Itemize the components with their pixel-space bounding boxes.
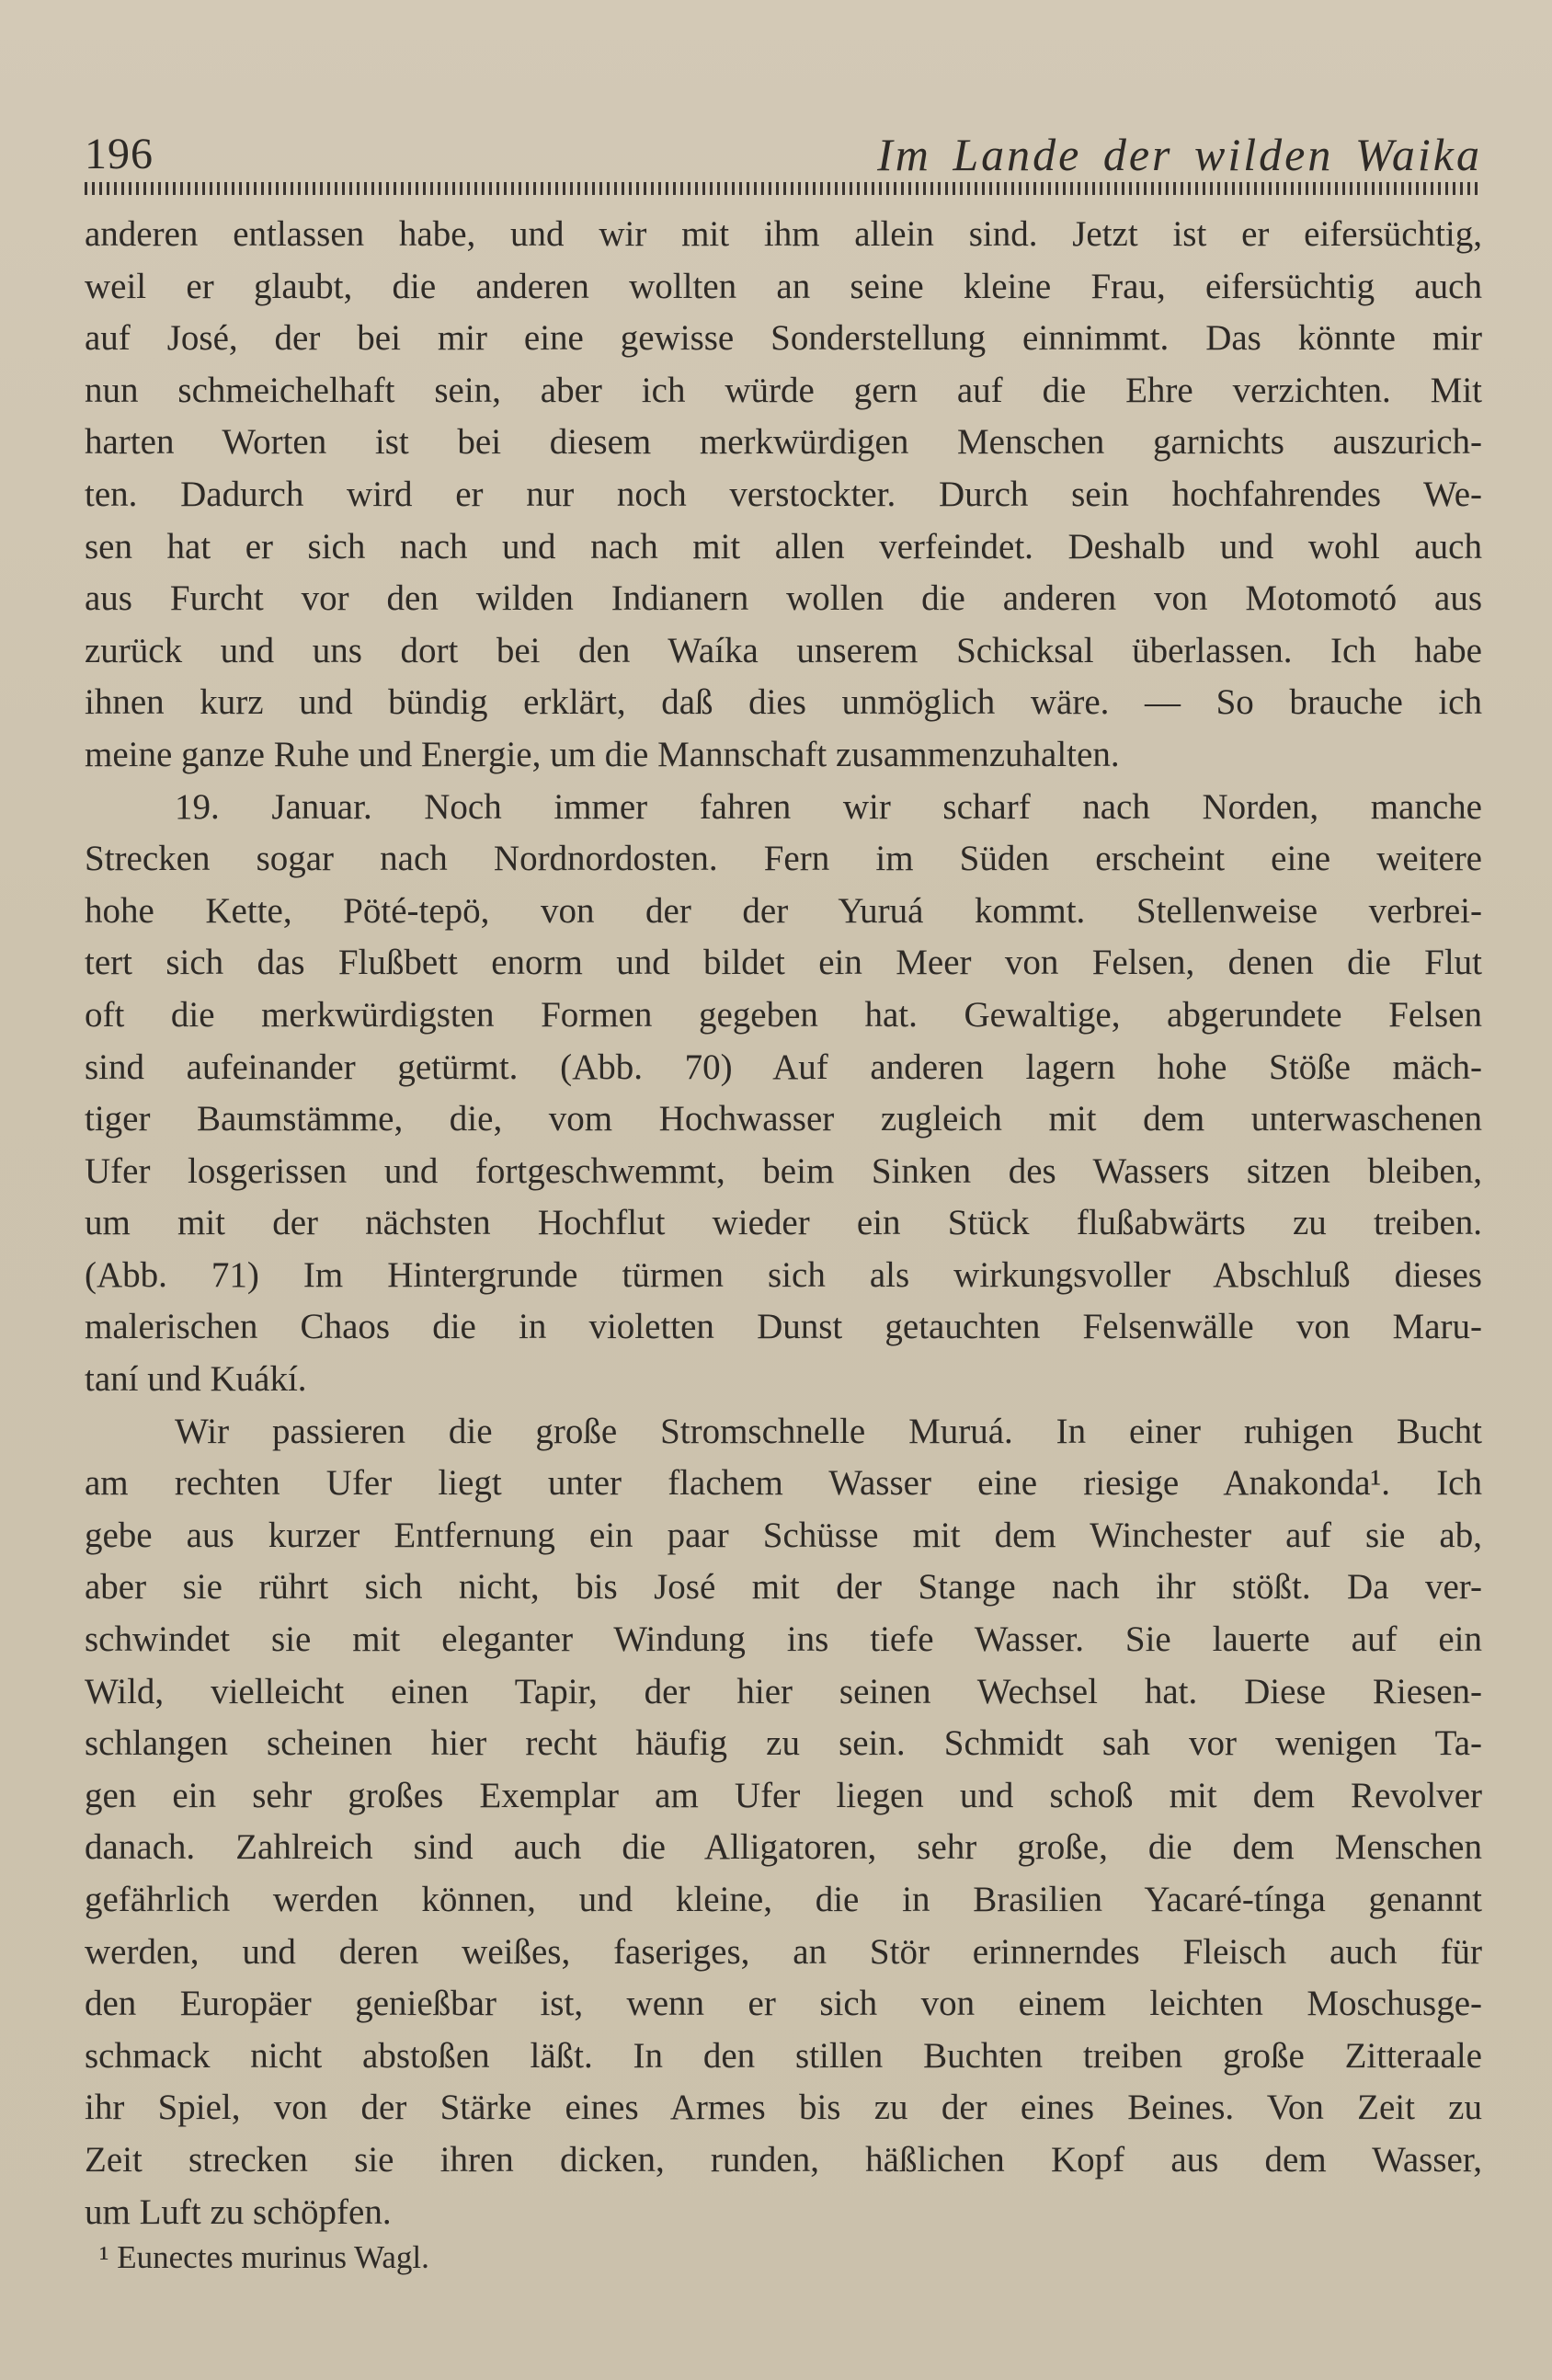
text-line: Ufer losgerissen und fortgeschwemmt, beim Sinken des Wassers sitzen bleiben, bbox=[85, 1150, 1482, 1191]
page-number: 196 bbox=[85, 130, 154, 178]
text-line: Strecken sogar nach Nordnordosten. Fern im Süden erscheint eine weitere bbox=[85, 839, 1482, 879]
text-line: aus Furcht vor den wilden Indianern wollen die anderen von Motomotó aus bbox=[85, 578, 1482, 619]
text-line: schwindet sie mit eleganter Windung ins tiefe Wasser. Sie lauerte auf ein bbox=[85, 1619, 1482, 1660]
text-line: anderen entlassen habe, und wir mit ihm allein sind. Jetzt ist er eifersüchtig, bbox=[85, 214, 1482, 254]
text-line: danach. Zahlreich sind auch die Alligatoren, sehr große, die dem Menschen bbox=[85, 1827, 1482, 1868]
text-line: um mit der nächsten Hochflut wieder ein Stück flußabwärts zu treiben. bbox=[85, 1203, 1482, 1243]
text-line: Wir passieren die große Stromschnelle Muruá. In einer ruhigen Bucht bbox=[175, 1411, 1482, 1451]
text-line: schlangen scheinen hier recht häufig zu sein. Schmidt sah vor wenigen Ta- bbox=[85, 1723, 1482, 1764]
text-line: nun schmeichelhaft sein, aber ich würde gern auf die Ehre verzichten. Mit bbox=[85, 370, 1482, 410]
text-line: Zeit strecken sie ihren dicken, runden, häßlichen Kopf aus dem Wasser, bbox=[85, 2139, 1482, 2180]
text-line: auf José, der bei mir eine gewisse Sonderstellung einnimmt. Das könnte mir bbox=[85, 318, 1482, 359]
running-head: Im Lande der wilden Waika bbox=[877, 129, 1482, 180]
text-line: werden, und deren weißes, faseriges, an Stör erinnerndes Fleisch auch für bbox=[85, 1931, 1482, 1972]
text-line: am rechten Ufer liegt unter flachem Wasser eine riesige Anakonda¹. Ich bbox=[85, 1463, 1482, 1504]
text-line: gefährlich werden können, und kleine, die in Brasilien Yacaré-tínga genannt bbox=[85, 1880, 1482, 1919]
text-line: zurück und uns dort bei den Waíka unserem Schicksal überlassen. Ich habe bbox=[85, 630, 1482, 670]
text-line: ihnen kurz und bündig erklärt, daß dies unmöglich wäre. — So brauche ich bbox=[85, 682, 1482, 723]
text-line: malerischen Chaos die in violetten Dunst getauchten Felsenwälle von Maru- bbox=[85, 1307, 1482, 1347]
text-line: sen hat er sich nach und nach mit allen verfeindet. Deshalb und wohl auch bbox=[85, 526, 1482, 566]
body-text bbox=[85, 209, 1482, 2238]
text-line: taní und Kuákí. bbox=[85, 1359, 307, 1400]
text-line: ten. Dadurch wird er nur noch verstockter. Durch sein hochfahrendes We- bbox=[85, 474, 1482, 514]
text-line: tert sich das Flußbett enorm und bildet ein Meer von Felsen, denen die Flut bbox=[85, 943, 1482, 983]
text-line: harten Worten ist bei diesem merkwürdigen Menschen garnichts auszurich- bbox=[85, 422, 1482, 463]
page-header bbox=[85, 127, 1482, 182]
text-line: tiger Baumstämme, die, vom Hochwasser zugleich mit dem unterwaschenen bbox=[85, 1099, 1482, 1139]
text-line: um Luft zu schöpfen. bbox=[85, 2191, 392, 2232]
text-line: den Europäer genießbar ist, wenn er sich von einem leichten Moschusge- bbox=[85, 1984, 1482, 2024]
text-line: gebe aus kurzer Entfernung ein paar Schüsse mit dem Winchester auf sie ab, bbox=[85, 1515, 1482, 1555]
text-line: sind aufeinander getürmt. (Abb. 70) Auf anderen lagern hohe Stöße mäch- bbox=[85, 1047, 1482, 1087]
text-line: aber sie rührt sich nicht, bis José mit der Stange nach ihr stößt. Da ver- bbox=[85, 1567, 1482, 1608]
text-line: ihr Spiel, von der Stärke eines Armes bis zu der eines Beines. Von Zeit zu bbox=[85, 2088, 1482, 2128]
text-line: weil er glaubt, die anderen wollten an seine kleine Frau, eifersüchtig auch bbox=[85, 266, 1482, 306]
text-line: 19. Januar. Noch immer fahren wir scharf nach Norden, manche bbox=[175, 786, 1482, 827]
header-rule bbox=[85, 182, 1478, 195]
text-line: (Abb. 71) Im Hintergrunde türmen sich als wirkungsvoller Abschluß dieses bbox=[85, 1254, 1482, 1295]
text-line: Wild, vielleicht einen Tapir, der hier seinen Wechsel hat. Diese Riesen- bbox=[85, 1671, 1482, 1711]
text-line: hohe Kette, Pöté-tepö, von der der Yuruá kommt. Stellenweise verbrei- bbox=[85, 890, 1482, 931]
text-line: schmack nicht abstoßen läßt. In den stillen Buchten treiben große Zitteraale bbox=[85, 2035, 1482, 2076]
footnote: ¹ Eunectes murinus Wagl. bbox=[99, 2239, 429, 2275]
text-line: gen ein sehr großes Exemplar am Ufer liegen und schoß mit dem Revolver bbox=[85, 1775, 1482, 1815]
text-line: meine ganze Ruhe und Energie, um die Mannschaft zusammenzuhalten. bbox=[85, 734, 1120, 774]
text-line: oft die merkwürdigsten Formen gegeben hat. Gewaltige, abgerundete Felsen bbox=[85, 994, 1482, 1035]
